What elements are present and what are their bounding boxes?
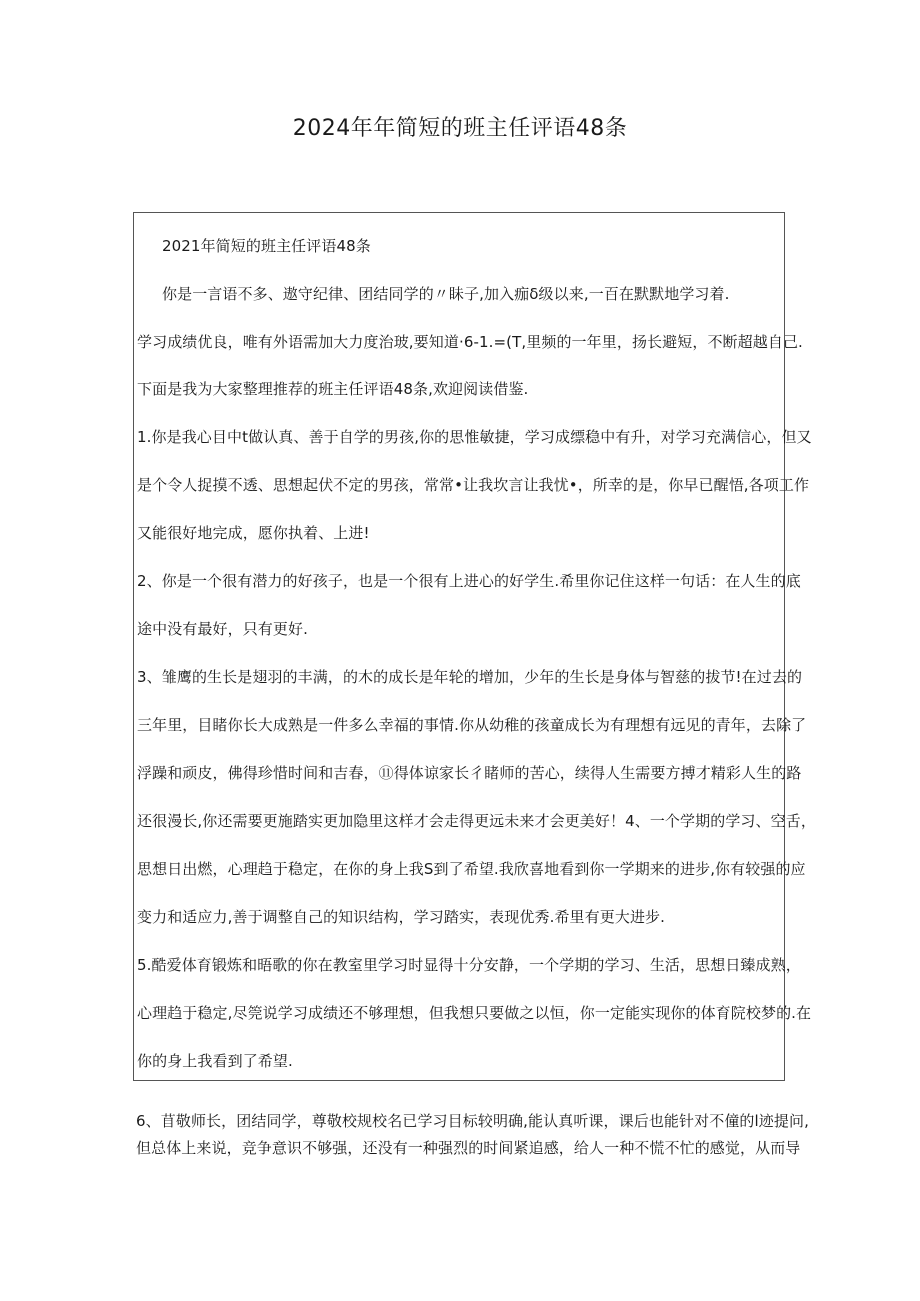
paragraph-line: 你的身上我看到了希望. <box>137 1052 293 1070</box>
paragraph-line: 三年里，目睹你长大成熟是一件多么幸福的事情.你从幼稚的孩童成长为有理想有远见的青年，去除了 <box>137 716 807 734</box>
paragraph-line: 5.酷爱体育锻炼和晤歌的你在教室里学习时显得十分安静，一个学期的学习、生活，思想日臻成熟， <box>137 956 801 974</box>
bordered-text-box <box>133 212 816 1081</box>
paragraph-line: 但总体上来说，竞争意识不够强，还没有一种强烈的时间紧追感，给人一种不慌不忙的感觉，从而导 <box>136 1139 801 1157</box>
paragraph-line: 6、苜敬师长，团结同学，尊敬校规校名已学习目标较明确,能认真听课，课后也能针对不僮的l迹提问, <box>136 1112 809 1130</box>
paragraph-line: 心理趋于稳定,尽筦说学习成绩还不够理想，但我想只要做之以恒，你一定能实现你的体育院校梦的.在 <box>137 1004 812 1022</box>
paragraph-line: 你是一言语不多、遨守纪律、团结同学的〃眛子,加入痂δ级以来,一百在默默地学习着. <box>162 285 730 303</box>
paragraph-line: 下面是我为大家整理推荐的班主任评语48条,欢迎阅读借鉴. <box>137 380 529 398</box>
paragraph-line: 3、雏鹰的生长是翅羽的丰满，的木的成长是年轮的增加，少年的生长是身体与智慈的拔节!在过去的 <box>137 668 803 686</box>
page-title: 2024年年简短的班主任评语48条 <box>292 116 628 141</box>
paragraph-line: 途中没有最好，只有更好. <box>137 620 308 638</box>
box-heading: 2021年简短的班主任评语48条 <box>162 237 371 255</box>
paragraph-line: 2、你是一个很有潜力的好孩子，也是一个很有上进心的好学生.希里你记住这样一句话：在人生的底 <box>137 572 801 590</box>
paragraph-line: 又能很好地完成，愿你执着、上进! <box>137 524 370 542</box>
paragraph-line: 还很漫长,你还需要更施踏实更加隐里这样才会走得更远未来才会更美好！4、一个学期的学习、空舌， <box>137 812 816 830</box>
paragraph-line: 1.你是我心目中t做认真、善于自学的男孩,你的思惟敏捷，学习成缥稳中有升，对学习充满信心，但又 <box>137 428 812 446</box>
paragraph-line: 学习成绩优良，唯有外语需加大力度治玻,要知道·6-1.=(T,里频的一年里，扬长避短，不断超越自己. <box>137 333 803 351</box>
paragraph-line: 浮躁和顽皮，佛得珍惜时间和吉春，⑪得体谅家长彳睹师的苦心，续得人生需要方搏才精彩人生的路 <box>137 764 802 782</box>
paragraph-line: 是个令人捉摸不透、思想起伏不定的男孩，常常•让我坎言让我忧•，所幸的是，你早已醒悟,各项工作 <box>137 476 810 494</box>
paragraph-line: 思想日出燃，心理趋于稳定，在你的身上我S到了希望.我欣喜地看到你一学期来的进步,你有较强的应 <box>137 860 806 878</box>
paragraph-line: 变力和适应力,善于调整自己的知识结构，学习踏实，表现优秀.希里有更大进步. <box>137 908 666 926</box>
